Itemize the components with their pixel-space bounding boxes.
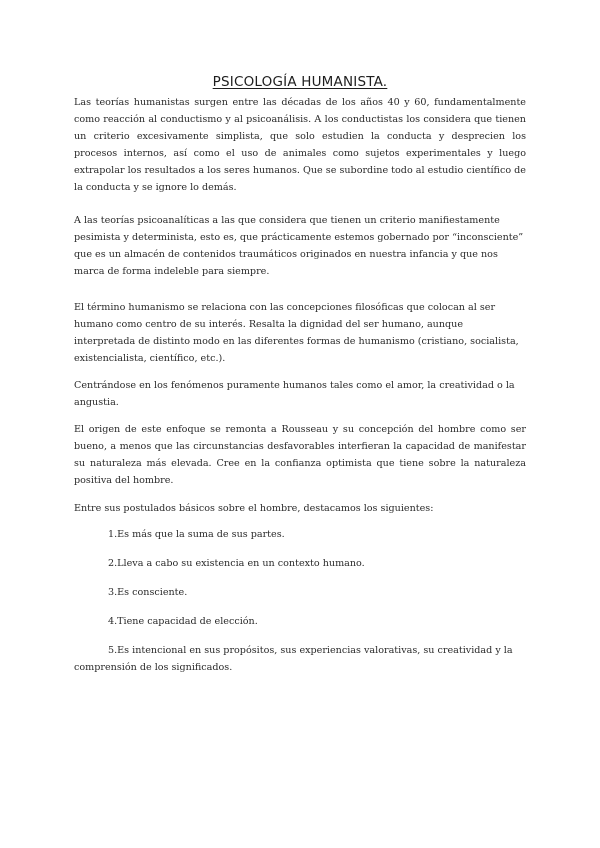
list-item: 4.Tiene capacidad de elección. [108,616,258,627]
postulates-list [74,526,526,676]
paragraph-humanism-term: El término humanismo se relaciona con las concepciones filosóficas que colocan al ser humano como centro de su interés. Resalta la dignidad del ser humano, aunque interpretada de distinto modo en las diferentes formas de humanismo (cristiano, socialista, existencialista, científico, etc.). [74,302,519,364]
list-item: 2.Lleva a cabo su existencia en un contexto humano. [108,558,365,569]
list-item: 1.Es más que la suma de sus partes. [108,529,285,540]
document-title: PSICOLOGÍA HUMANISTA. [212,74,388,90]
paragraph-phenomena: Centrándose en los fenómenos puramente humanos tales como el amor, la creatividad o la angustia. [74,380,515,408]
paragraph-psychoanalysis: A las teorías psicoanalíticas a las que considera que tienen un criterio manifiestamente pesimista y determinista, esto es, que prácticamente estemos gobernado por “inconsciente” que es un almacén de contenidos traumáticos originados en nuestra infancia y que nos marca de forma indeleble para siempre. [74,215,524,277]
list-item: 5.Es intencional en sus propósitos, sus experiencias valorativas, su creatividad y la comprensión de los significados. [74,645,513,673]
list-item: 3.Es consciente. [108,587,188,598]
paragraph-rousseau: El origen de este enfoque se remonta a Rousseau y su concepción del hombre como ser bueno, a menos que las circunstancias desfavorables interfieran la capacidad de manifestar su naturaleza más elevada. Cree en la confianza optimista que tiene sobre la naturaleza positiva del hombre. [74,424,526,486]
paragraph-postulates-intro: Entre sus postulados básicos sobre el hombre, destacamos los siguientes: [74,503,434,514]
paragraph-origin: Las teorías humanistas surgen entre las décadas de los años 40 y 60, fundamentalmente como reacción al conductismo y al psicoanálisis. A los conductistas los considera que tienen un criterio excesivamente simplista, que solo estudien la conducta y desprecien los procesos internos, así como el uso de animales como sujetos experimentales y luego extrapolar los resultados a los seres humanos. Que se subordine todo al estudio científico de la conducta y se ignore lo demás. [74,97,526,193]
